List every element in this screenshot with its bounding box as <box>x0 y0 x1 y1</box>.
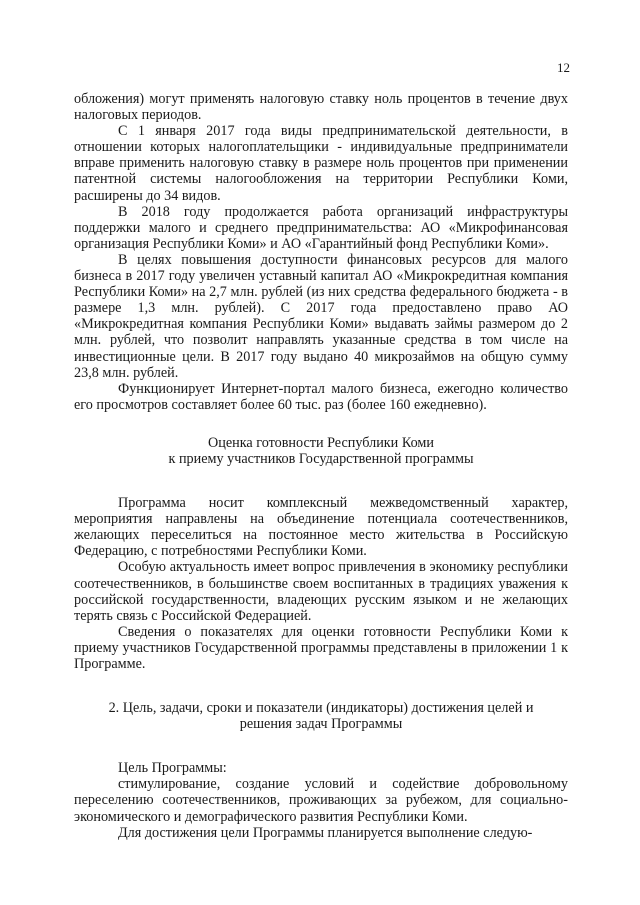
paragraph: Для достижения цели Программы планируется выполнение следую- <box>118 824 533 841</box>
chapter-heading-line: решения задач Программы <box>239 716 403 733</box>
section-heading-line: Оценка готовности Республики Коми <box>208 434 434 451</box>
paragraph: Особую актуальность имеет вопрос привлечения в экономику республики соотечественников, в большинстве своем воспитанных в традициях уважения к российской государственности, владеющих русским языком и не желающих терять связь с Российской Федерацией. <box>74 559 568 624</box>
paragraph: С 1 января 2017 года виды предпринимательской деятельности, в отношении которых налогоплательщики - индивидуальные предприниматели вправе применить налоговую ставку в размере ноль процентов при применении патентной системы налогообложения на территории Республики Коми, расширены до 34 видов. <box>74 123 568 204</box>
document-body <box>74 91 568 841</box>
paragraph: обложения) могут применять налоговую ставку ноль процентов в течение двух налоговых периодов. <box>74 91 568 124</box>
paragraph: Программа носит комплексный межведомственный характер, мероприятия направлены на объединение потенциала соотечественников, желающих переселиться на постоянное место жительства в Российскую Федерацию, с потребностями Республики Коми. <box>74 495 568 560</box>
goal-text: стимулирование, создание условий и содействие добровольному переселению соотечественников, проживающих за рубежом, для социально-экономического и демографического развития Республики Коми. <box>74 776 568 825</box>
paragraph: В 2018 году продолжается работа организаций инфраструктуры поддержки малого и среднего предпринимательства: АО «Микрофинансовая организация Республики Коми» и АО «Гарантийный фонд Республики Коми». <box>74 203 568 252</box>
chapter-heading-line: 2. Цель, задачи, сроки и показатели (индикаторы) достижения целей и <box>108 700 534 717</box>
paragraph: Сведения о показателях для оценки готовности Республики Коми к приему участников Государственной программы представлены в приложении 1 к Программе. <box>74 623 568 672</box>
paragraph: Функционирует Интернет-портал малого бизнеса, ежегодно количество его просмотров составляет более 60 тыс. раз (более 160 ежедневно). <box>74 380 568 413</box>
goal-label: Цель Программы: <box>118 760 227 777</box>
section-heading-line: к приему участников Государственной программы <box>168 450 474 467</box>
paragraph: В целях повышения доступности финансовых ресурсов для малого бизнеса в 2017 году увеличен уставный капитал АО «Микрокредитная компания Республики Коми» на 2,7 млн. рублей (из них средства федерального бюджета - в размере 1,3 млн. рублей). С 2017 года предоставлено право АО «Микрокредитная компания Республики Коми» выдавать займы размером до 2 млн. рублей, что позволит направлять указанные средства в том числе на инвестиционные цели. В 2017 году выдано 40 микрозаймов на общую сумму 23,8 млн. рублей. <box>74 251 568 381</box>
page-number: 12 <box>557 60 570 75</box>
